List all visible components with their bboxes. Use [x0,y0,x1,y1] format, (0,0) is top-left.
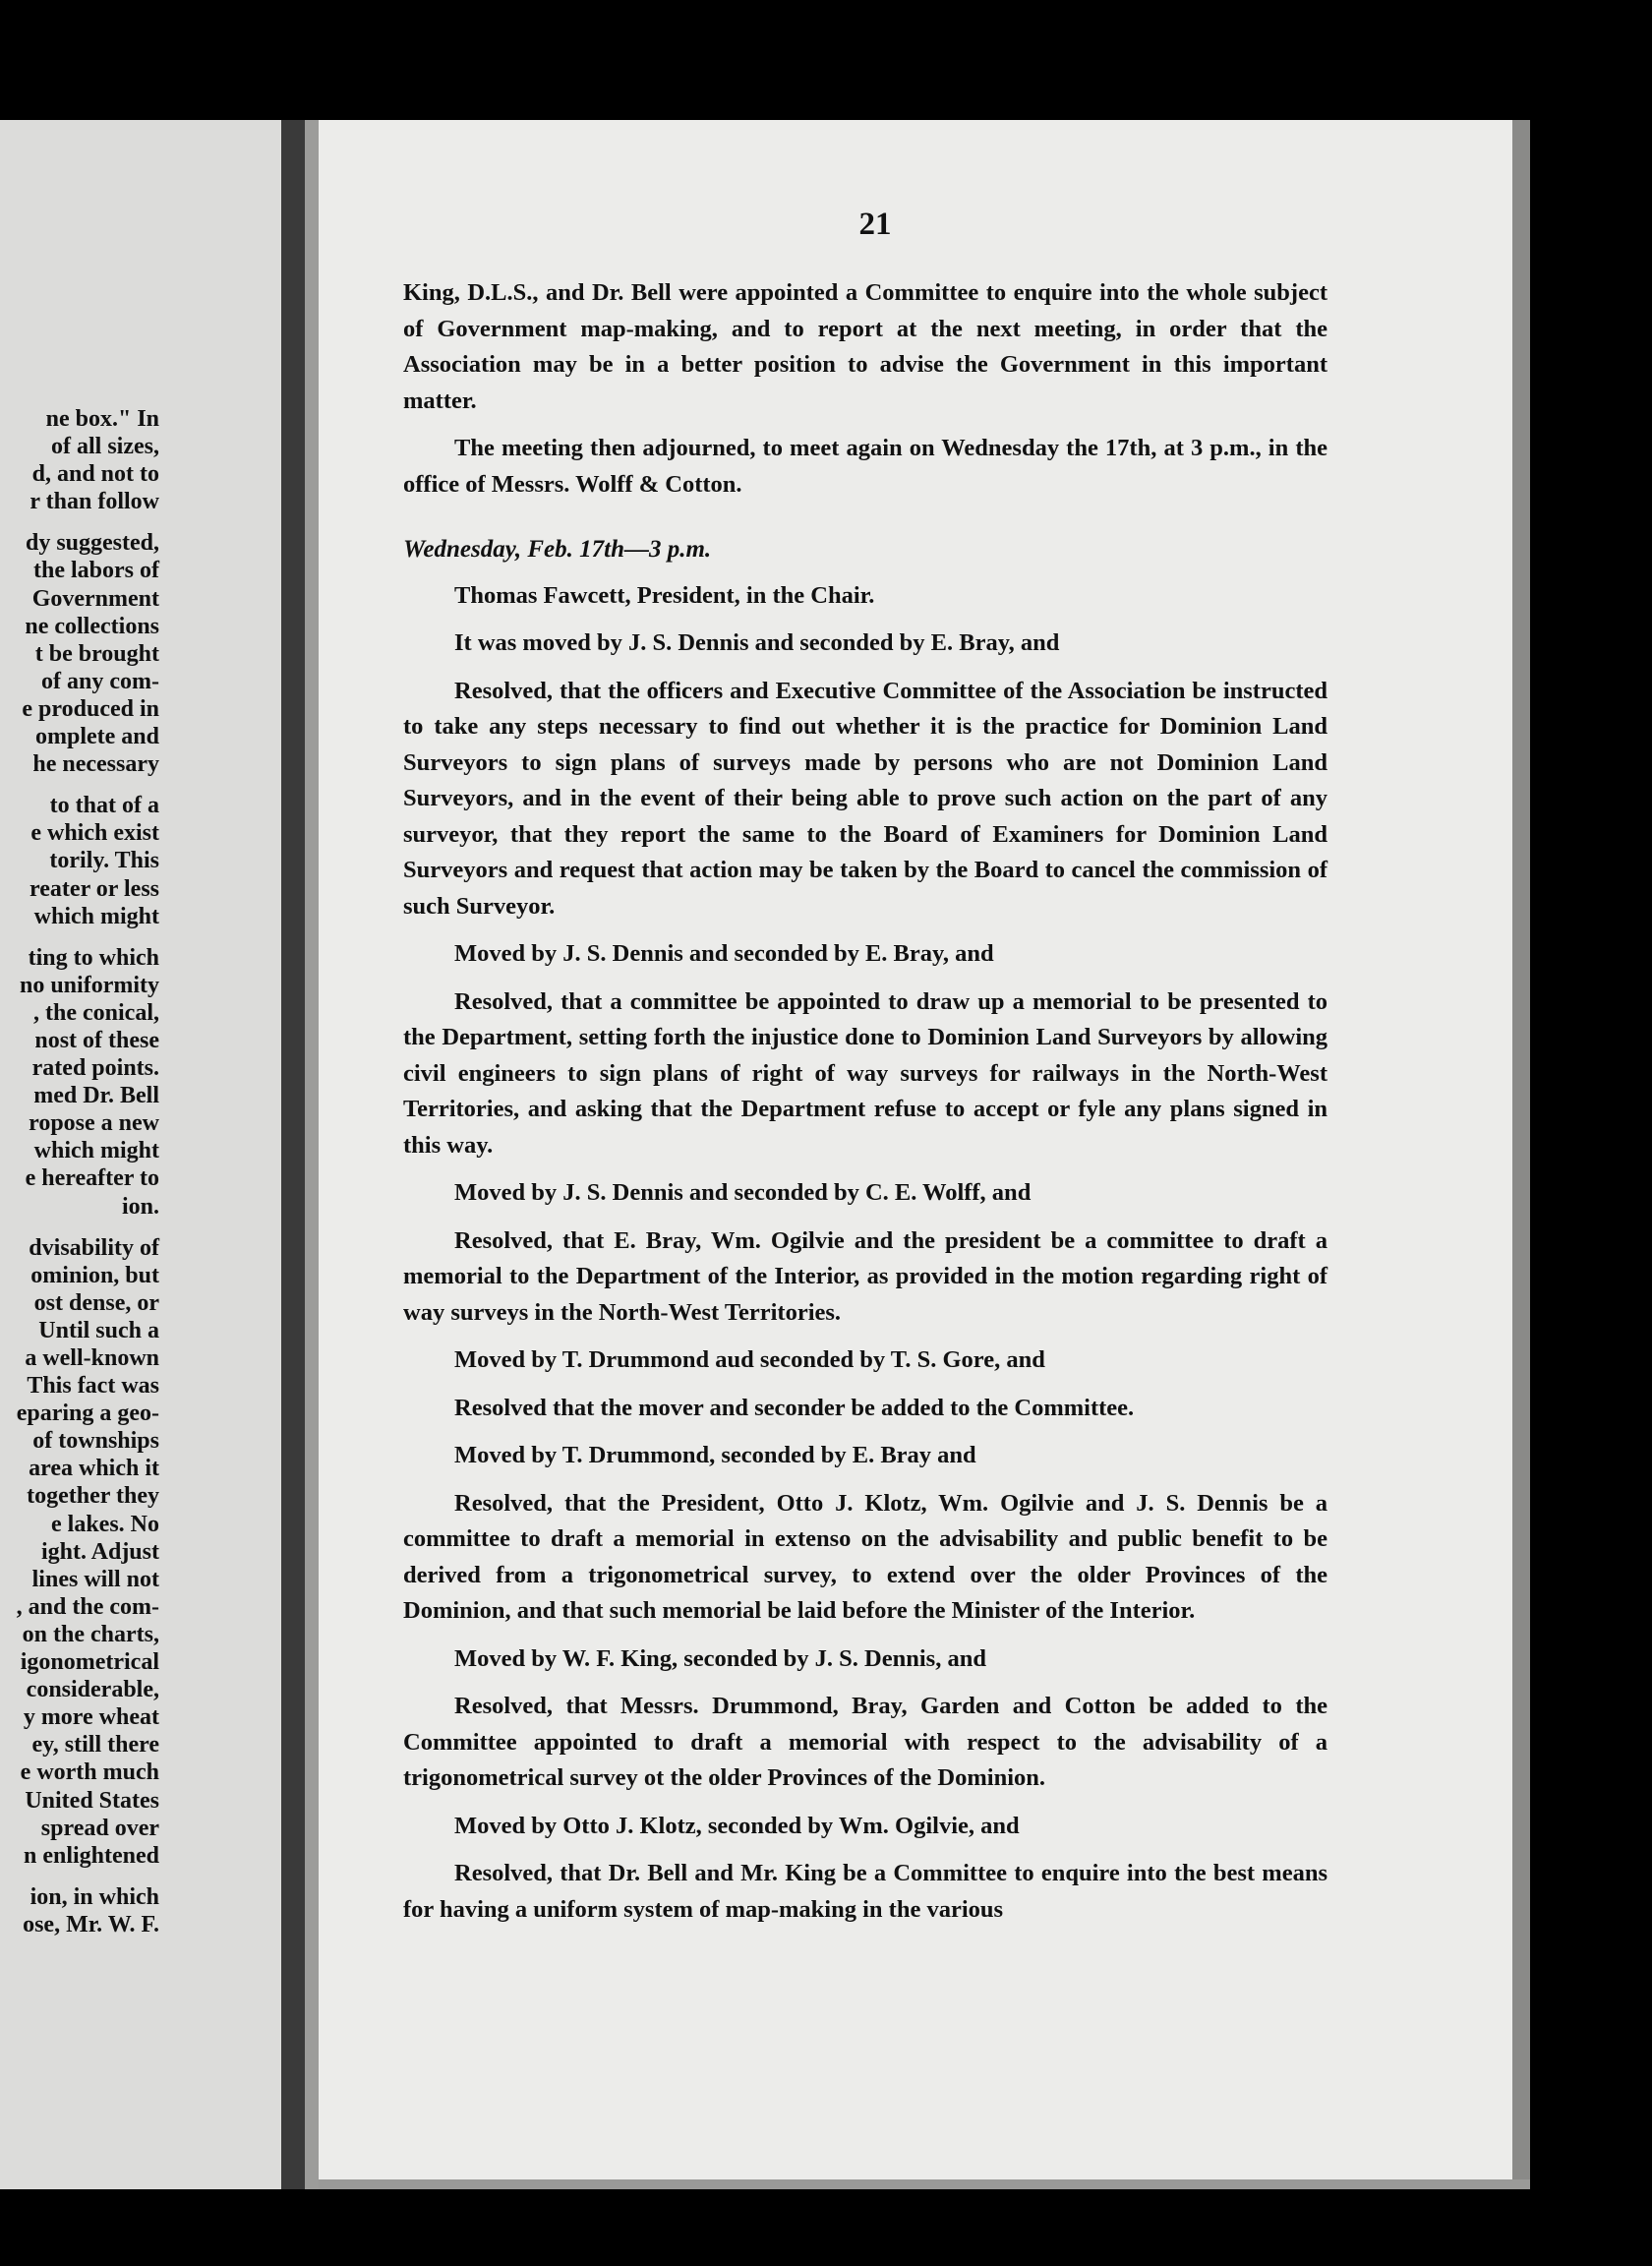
left-page-line: ion. [121,1193,159,1220]
left-page-line: d, and not to [31,461,159,488]
left-page-line: considerable, [26,1677,159,1703]
left-page-line: area which it [29,1456,159,1482]
left-page-line: eparing a geo- [16,1401,159,1427]
left-page-fragment [0,120,281,2189]
left-page-line: a well-known [25,1345,159,1371]
left-page-line: , the conical, [33,999,159,1026]
left-page-line: ne collections [25,613,159,639]
left-page-block [0,405,159,515]
left-page-line: ominion, but [30,1262,159,1288]
meeting-date-heading: Wednesday, Feb. 17th—3 p.m. [403,536,712,563]
left-page-block [0,1234,159,1870]
left-page-line: United States [25,1787,159,1814]
left-page-line: to that of a [49,793,159,819]
left-page-line: which might [33,903,159,929]
motion-line: Moved by Otto J. Klotz, seconded by Wm. Ogilvie, and [454,1812,1020,1839]
left-page-line: of townships [32,1428,159,1455]
left-page-block [0,944,159,1221]
motion-line: Moved by J. S. Dennis and seconded by E. Bray, and [454,940,994,967]
left-page-line: dy suggested, [25,530,159,557]
left-page-line: , and the com- [16,1593,159,1620]
motion-line: Moved by J. S. Dennis and seconded by C. E. Wolff, and [454,1179,1032,1206]
left-page-line: ropose a new [29,1110,159,1137]
left-page-line: lines will not [31,1566,159,1592]
left-page-line: no uniformity [19,972,159,998]
page-body [403,275,1328,1939]
resolution-paragraph: Resolved, that the President, Otto J. Klotz, Wm. Ogilvie and J. S. Dennis be a committee to draft a memorial in extenso on the advisability and public benefit to be derived from a trigonometrical survey, to extend over the older Provinces of the Dominion, and that such memorial be laid before the Minister of the Interior. [403,1489,1328,1624]
left-page-line: he necessary [32,751,159,778]
left-page-line: r than follow [30,489,159,515]
left-page-line: t be brought [34,640,159,667]
left-page-line: omplete and [35,724,159,750]
left-page-line: of any com- [41,668,159,694]
chair-line: Thomas Fawcett, President, in the Chair. [454,581,875,609]
left-page-line: igonometrical [20,1649,159,1676]
left-page-block [0,529,159,778]
left-page-line: reater or less [30,875,159,902]
page-edge-shadow [1512,120,1530,2189]
motion-line: Moved by T. Drummond aud seconded by T. S. Gore, and [454,1346,1045,1373]
paragraph-adjournment: The meeting then adjourned, to meet again on Wednesday the 17th, at 3 p.m., in the office of Messrs. Wolff & Cotton. [403,435,1328,498]
left-page-line: n enlightened [23,1842,159,1869]
left-page-line: ight. Adjust [40,1538,159,1565]
left-page-block [0,1883,159,1938]
left-page-line: ting to which [28,944,159,971]
left-page-text [0,405,159,1952]
resolution-paragraph: Resolved, that E. Bray, Wm. Ogilvie and the president be a committee to draft a memorial to the Department of the Interior, as provided in the motion regarding right of way surveys in the North-West Territories. [403,1226,1328,1326]
left-page-line: nost of these [34,1027,159,1053]
page-bottom-shadow [319,2179,1530,2189]
paragraph-continuation: King, D.L.S., and Dr. Bell were appointed a Committee to enquire into the whole subject of Government map-making, and to report at the next meeting, in order that the Association may be in a better position to advise the Government in this important matter. [403,279,1328,414]
motion-line: It was moved by J. S. Dennis and seconded by E. Bray, and [454,629,1060,656]
left-page-line: the labors of [33,558,159,584]
left-page-line: ose, Mr. W. F. [23,1911,159,1938]
left-page-line: spread over [40,1815,159,1841]
left-page-line: torily. This [49,848,159,874]
left-page-line: med Dr. Bell [33,1083,159,1109]
left-page-line: ne box." In [45,406,159,432]
left-page-line: on the charts, [22,1621,159,1647]
motion-line: Moved by T. Drummond, seconded by E. Bray and [454,1442,976,1468]
resolution-paragraph: Resolved, that a committee be appointed to draw up a memorial to be presented to the Department, setting forth the injustice done to Dominion Land Surveyors by allowing civil engineers to sign plans of right of way surveys for railways in the North-West Territories, and asking that the Department refuse to accept or fyle any plans signed in this way. [403,987,1328,1159]
left-page-line: e hereafter to [25,1165,159,1192]
left-page-line: e lakes. No [51,1511,159,1537]
left-page-line: Until such a [38,1317,159,1343]
left-page-block [0,792,159,929]
left-page-line: e which exist [30,820,159,847]
left-page-line: of all sizes, [51,434,159,460]
motion-line: Moved by W. F. King, seconded by J. S. Dennis, and [454,1644,986,1672]
left-page-line: This fact was [27,1373,159,1400]
resolution-paragraph: Resolved that the mover and seconder be added to the Committee. [454,1394,1135,1421]
resolution-paragraph: Resolved, that Dr. Bell and Mr. King be a Committee to enquire into the best means for having a uniform system of map-making in the various [403,1860,1328,1923]
left-page-line: ion, in which [30,1883,159,1910]
left-page-line: ost dense, or [33,1289,159,1316]
page-number: 21 [858,207,892,242]
left-page-line: e worth much [20,1759,159,1786]
left-page-line: dvisability of [29,1234,159,1261]
left-page-line: e produced in [22,695,159,722]
resolution-paragraph: Resolved, that the officers and Executive Committee of the Association be instructed to take any steps necessary to find out whether it is the practice for Dominion Land Surveyors to sign plans of surveys made by persons who are not Dominion Land Surveyors, and in the event of their being able to prove such action on the part of any surveyor, that they report the same to the Board of Examiners for Dominion Land Surveyors and request that action may be taken by the Board to cancel the commission of such Surveyor. [403,677,1328,920]
left-page-line: together they [27,1483,159,1510]
gutter-shadow [305,120,319,2189]
book-gutter [281,120,305,2189]
left-page-line: y more wheat [23,1704,159,1731]
resolution-paragraph: Resolved, that Messrs. Drummond, Bray, Garden and Cotton be added to the Committee appointed to draft a memorial with respect to the advisability of a trigonometrical survey ot the older Provinces of the Dominion. [403,1693,1328,1791]
left-page-line: rated points. [31,1055,159,1082]
left-page-line: Government [31,585,159,612]
left-page-line: which might [33,1138,159,1164]
left-page-line: ey, still there [31,1732,159,1759]
